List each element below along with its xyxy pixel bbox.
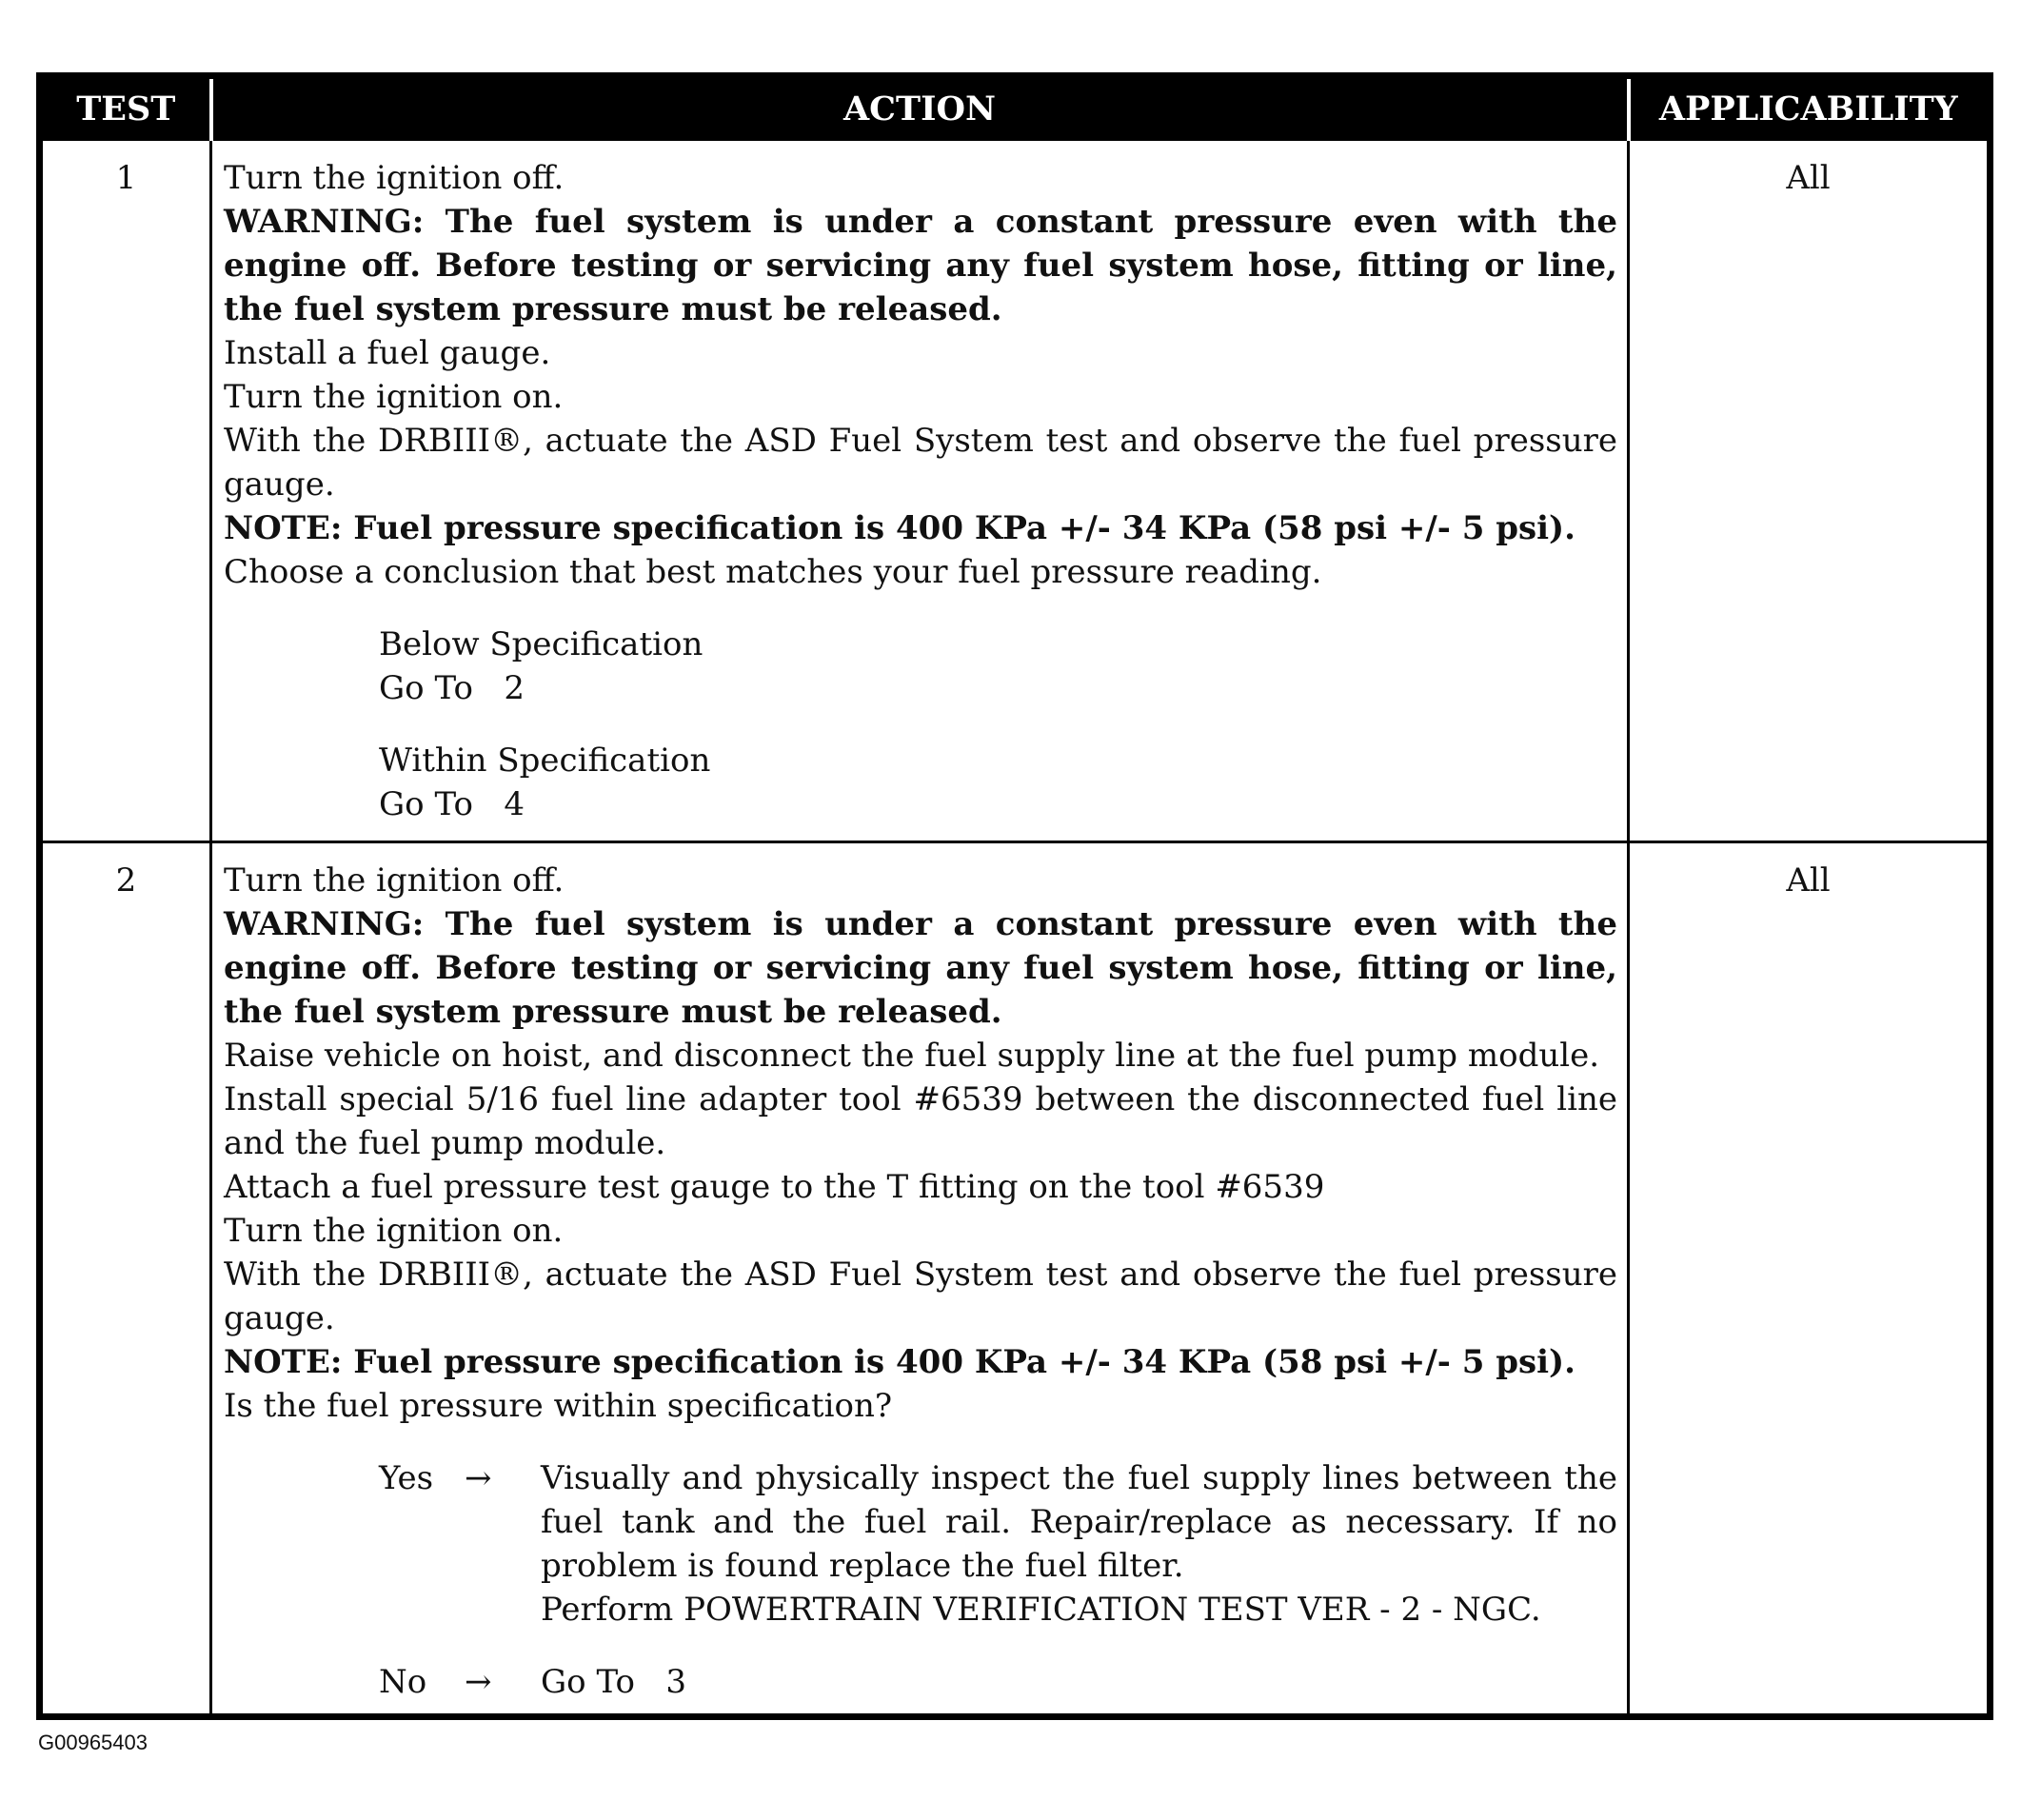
action-step: With the DRBIII®, actuate the ASD Fuel System test and observe the fuel pressure gauge. bbox=[224, 422, 1617, 504]
question-text: Choose a conclusion that best matches your fuel pressure reading. bbox=[224, 553, 1322, 591]
arrow-icon: → bbox=[465, 1459, 492, 1497]
note-text: NOTE: Fuel pressure specification is 400 KPa +/- 34 KPa (58 psi +/- 5 psi). bbox=[224, 1343, 1575, 1381]
header-test: TEST bbox=[40, 76, 211, 140]
warning-text: WARNING: The fuel system is under a constant pressure even with the engine off. Before testing or servicing any fuel system hose, fitting or line, the fuel system pressure must be released. bbox=[224, 905, 1617, 1031]
action-step: Attach a fuel pressure test gauge to the T fitting on the tool #6539 bbox=[224, 1168, 1325, 1206]
note-text: NOTE: Fuel pressure specification is 400 KPa +/- 34 KPa (58 psi +/- 5 psi). bbox=[224, 509, 1575, 547]
test-number: 2 bbox=[40, 842, 211, 1717]
yes-perform: Perform POWERTRAIN VERIFICATION TEST VER - 2 - NGC. bbox=[541, 1591, 1541, 1629]
warning-text: WARNING: The fuel system is under a constant pressure even with the engine off. Before testing or servicing any fuel system hose, fitting or line, the fuel system pressure must be released. bbox=[224, 203, 1617, 328]
test-row-1 bbox=[40, 140, 1991, 842]
action-step: Turn the ignition off. bbox=[224, 159, 565, 197]
yes-text: Visually and physically inspect the fuel supply lines between the fuel tank and the fuel rail. Repair/replace as necessary. If no problem is found replace the fuel filter. bbox=[541, 1459, 1617, 1585]
diagnostic-test-table bbox=[36, 72, 1993, 1720]
question-text: Is the fuel pressure within specification? bbox=[224, 1387, 893, 1425]
header-applicability: APPLICABILITY bbox=[1629, 76, 1991, 140]
table-header-row bbox=[40, 76, 1991, 140]
figure-id: G00965403 bbox=[38, 1731, 148, 1754]
header-action: ACTION bbox=[211, 76, 1629, 140]
action-step: Turn the ignition on. bbox=[224, 1212, 564, 1250]
action-step: Raise vehicle on hoist, and disconnect the fuel supply line at the fuel pump module. bbox=[224, 1037, 1600, 1075]
test-row-2 bbox=[40, 842, 1991, 1717]
action-step: Install a fuel gauge. bbox=[224, 334, 551, 372]
outcome-yes bbox=[379, 1456, 1617, 1632]
conclusion-label: Below Specification bbox=[379, 625, 703, 663]
goto-link[interactable]: Go To 4 bbox=[379, 785, 525, 823]
action-step: With the DRBIII®, actuate the ASD Fuel System test and observe the fuel pressure gauge. bbox=[224, 1256, 1617, 1337]
arrow-icon: → bbox=[465, 1663, 492, 1701]
yes-label: Yes bbox=[379, 1459, 434, 1497]
yes-instructions bbox=[541, 1456, 1617, 1632]
action-cell bbox=[211, 842, 1629, 1717]
conclusion-label: Within Specification bbox=[379, 742, 711, 780]
applicability-value: All bbox=[1629, 842, 1991, 1717]
action-step: Turn the ignition off. bbox=[224, 861, 565, 900]
goto-link[interactable]: Go To 2 bbox=[379, 669, 525, 707]
goto-link[interactable]: Go To 3 bbox=[541, 1663, 686, 1701]
test-number: 1 bbox=[40, 140, 211, 842]
action-step: Install special 5/16 fuel line adapter tool #6539 between the disconnected fuel line and the fuel pump module. bbox=[224, 1080, 1617, 1162]
action-step: Turn the ignition on. bbox=[224, 378, 564, 416]
no-label: No bbox=[379, 1663, 427, 1701]
applicability-value: All bbox=[1629, 140, 1991, 842]
action-cell bbox=[211, 140, 1629, 842]
outcome-no bbox=[379, 1660, 1617, 1704]
